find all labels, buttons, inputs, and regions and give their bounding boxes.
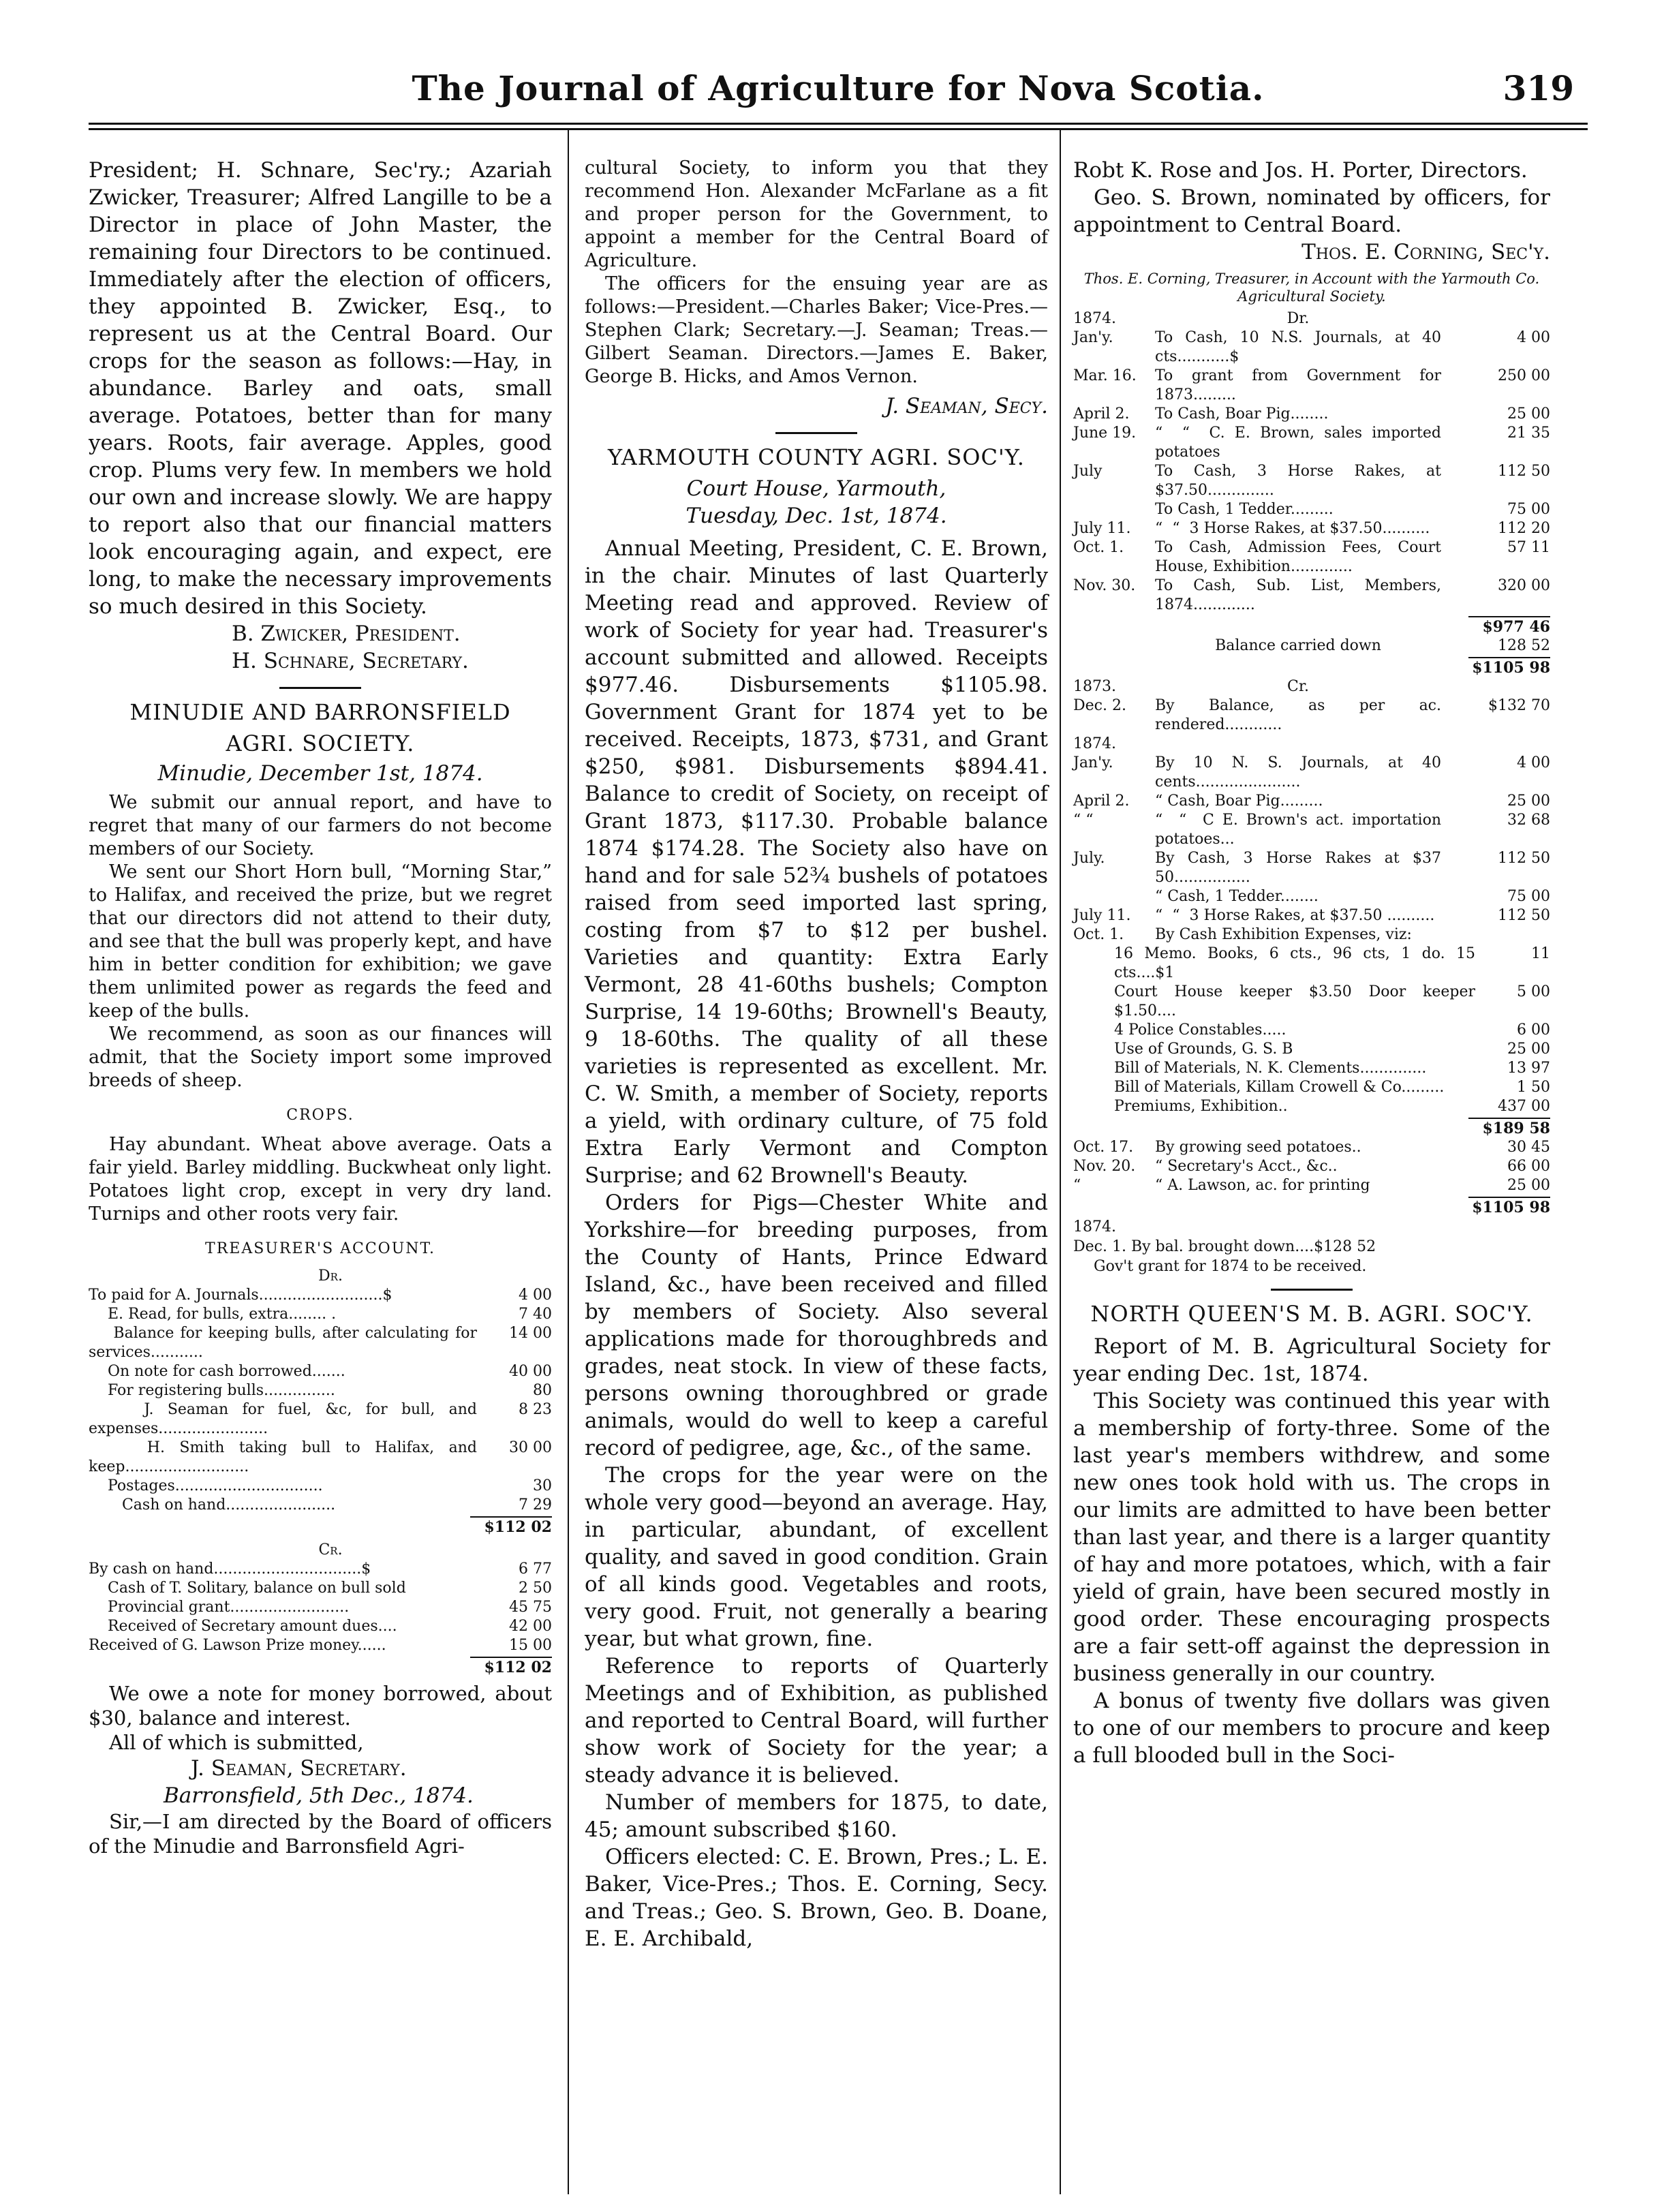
account-amount: 25 00 — [1507, 1041, 1550, 1058]
account-amount — [1441, 925, 1550, 944]
account-date: “ “ — [1073, 812, 1094, 829]
account-amount: 320 00 — [1498, 577, 1550, 594]
account-row — [1073, 462, 1550, 500]
account-row — [1073, 328, 1550, 367]
account-item: “ Cash, 1 Tedder........ — [1155, 888, 1319, 905]
account-item: Received of Secretary amount dues.... — [89, 1618, 397, 1635]
account-row — [1073, 1176, 1550, 1195]
paragraph: The crops for the year were on the whole very good—beyond an average. Hay, in particular, abundant, of excellent quality, and saved in good condition. Grain of all kinds good. Vegetables and roots, very good. Fruit, not generally a bearing year, but what grown, fine. — [585, 1463, 1048, 1651]
paragraph: We owe a note for money borrowed, about $30, balance and interest. — [89, 1682, 552, 1730]
signature: Thos. E. Corning, Sec'y. — [1301, 240, 1550, 264]
account-row — [1073, 424, 1550, 462]
account-amount: 75 00 — [1507, 501, 1550, 518]
account-date: April 2. — [1073, 405, 1130, 423]
account-item: “ “ C. E. Brown, sales imported potatoes — [1155, 425, 1446, 461]
account-row — [1114, 1059, 1550, 1078]
account-date: July 11. — [1073, 907, 1131, 924]
place-date: Barronsfield, 5th Dec., 1874. — [164, 1783, 474, 1808]
paragraph: Robt K. Rose and Jos. H. Porter, Directors. — [1073, 158, 1528, 183]
account-row — [1114, 1021, 1550, 1040]
balance-amount: 128 52 — [1498, 637, 1550, 654]
paragraph: Reference to reports of Quarterly Meetings and of Exhibition, as published and reported to Central Board, will further show work of Society for the year; a steady advance it is believed. — [585, 1654, 1048, 1787]
account-item: To Cash, 10 N.S. Journals, at 40 cts...........$ — [1155, 329, 1446, 365]
account-heading — [1073, 309, 1550, 328]
year-label: 1873. — [1073, 678, 1116, 695]
account-item: H. Smith taking bull to Halifax, and keep.......................... — [89, 1439, 482, 1475]
account-item — [1155, 735, 1441, 754]
account-amount: 8 23 — [519, 1401, 552, 1418]
paragraph: Orders for Pigs—Chester White and Yorkshire—for breeding purposes, from the County of Hants, Prince Edward Island, &c., have been received and filled by members of Society. Also several applications made for thoroughbreds and grades, neat stock. In view of these facts, persons owning thoroughbred or grade animals, would do well to keep a careful record of pedigree, age, &c., of the same. — [585, 1191, 1048, 1460]
account-item: Court House keeper $3.50 Door keeper $1.50.... — [1114, 983, 1480, 1019]
subheading-crops: CROPS. — [286, 1107, 354, 1124]
paragraph: cultural Society, to inform you that they recommend Hon. Alexander McFarlane as a fit and proper person for the Government, to appoint a member for the Central Board of Agriculture. — [585, 157, 1048, 271]
account-item: “ Secretary's Acct., &c.. — [1155, 1158, 1338, 1175]
account-row — [1114, 944, 1550, 983]
account-item: Use of Grounds, G. S. B — [1114, 1041, 1293, 1058]
account-row — [1073, 500, 1550, 519]
account-amount: 250 00 — [1498, 367, 1550, 384]
account-amount: 112 50 — [1498, 850, 1550, 867]
balance-year: 1874. — [1073, 1218, 1116, 1235]
subheading-account: TREASURER'S ACCOUNT. — [205, 1240, 435, 1257]
credit-table-continued — [1073, 1138, 1550, 1195]
account-amount: 112 50 — [1498, 463, 1550, 480]
account-row — [1073, 538, 1550, 577]
signature: B. Zwicker, President. — [232, 621, 461, 646]
credit-total: $112 02 — [484, 1659, 552, 1676]
account-amount: 112 20 — [1498, 520, 1550, 537]
paragraph: Geo. S. Brown, nominated by officers, for appointment to Central Board. — [1073, 185, 1550, 237]
year-label: 1874. — [1073, 310, 1116, 327]
page-header — [89, 68, 1588, 116]
section-rule — [1271, 1289, 1353, 1291]
account-amount: 6 00 — [1517, 1021, 1550, 1039]
paragraph: We sent our Short Horn bull, “Morning Star,” to Halifax, and received the prize, but we regret that our directors did not attend to their duty, and see that the bull was properly kept, and have him in better condition for exhibition; we gave them unlimited power as regards the feed and keep of the bulls. — [89, 861, 552, 1021]
column-divider — [1060, 129, 1061, 2194]
balance-row — [1073, 636, 1550, 656]
signature: J. Seaman, Secy. — [885, 394, 1048, 418]
paragraph: President; H. Schnare, Sec'ry.; Azariah Zwicker, Treasurer; Alfred Langille to be a Director in place of John Master, the remaining four Directors to be continued. Immediately after the election of officers, they appointed B. Zwicker, Esq., to represent us at the Central Board. Our crops for the season as follows:—Hay, in abundance. Barley and oats, small average. Potatoes, better than for many years. Roots, fair average. Apples, good crop. Plums very few. In members we hold our own and increase slowly. We are happy to report also that our financial matters look encouraging again, and expect, ere long, to make the necessary improvements so much desired in this Society. — [89, 158, 552, 619]
account-row — [1114, 983, 1550, 1021]
account-item: Bill of Materials, N. K. Clements.............. — [1114, 1060, 1427, 1077]
account-row — [1073, 367, 1550, 405]
account-item: On note for cash borrowed....... — [89, 1363, 345, 1380]
account-title: Thos. E. Corning, Treasurer, in Account with the Yarmouth Co. Agricultural Society. — [1083, 271, 1540, 305]
account-amount: 45 75 — [509, 1599, 552, 1616]
account-amount: 40 00 — [509, 1363, 552, 1380]
account-item: “ “ C E. Brown's act. importation potatoes... — [1155, 812, 1446, 848]
account-row — [1073, 849, 1550, 887]
account-item: “ A. Lawson, ac. for printing — [1155, 1177, 1370, 1194]
account-item: By Balance, as per ac. rendered............ — [1155, 697, 1446, 733]
account-item: For registering bulls............... — [89, 1382, 335, 1399]
account-item: 4 Police Constables..... — [1114, 1021, 1286, 1039]
paragraph: Hay abundant. Wheat above average. Oats a fair yield. Barley middling. Buckwheat only light. Potatoes light crop, except in very dry land. Turnips and other roots very fair. — [89, 1134, 552, 1225]
paragraph: We recommend, as soon as our finances will admit, that the Society import some improved breeds of sheep. — [89, 1024, 552, 1091]
paragraph: Officers elected: C. E. Brown, Pres.; L. E. Baker, Vice-Pres.; Thos. E. Corning, Secy. and Treas.; Geo. S. Brown, Geo. B. Doane, E. E. Archibald, — [585, 1845, 1048, 1951]
account-date: Jan'y. — [1073, 754, 1113, 771]
section-heading: AGRI. SOCIETY. — [226, 731, 415, 756]
account-item: By Cash Exhibition Expenses, viz: — [1155, 926, 1412, 943]
account-row — [89, 1362, 552, 1381]
debit-label: Dr. — [1286, 310, 1310, 327]
section-heading: MINUDIE AND BARRONSFIELD — [129, 699, 511, 725]
account-item: Provincial grant......................... — [89, 1599, 350, 1616]
account-date — [1073, 887, 1155, 906]
account-amount: 75 00 — [1507, 888, 1550, 905]
account-item: To Cash, Admission Fees, Court House, Exhibition............. — [1155, 539, 1446, 575]
account-amount: 2 50 — [519, 1580, 552, 1597]
debit-total: $1105 98 — [1472, 659, 1550, 677]
account-row — [89, 1636, 552, 1655]
account-item: Cash of T. Solitary, balance on bull sold — [89, 1580, 406, 1597]
account-amount: 4 00 — [519, 1287, 552, 1304]
journal-title: The Journal of Agriculture for Nova Scotia. — [412, 68, 1265, 108]
account-amount: 14 00 — [509, 1325, 552, 1342]
paragraph: Sir,—I am directed by the Board of officers of the Minudie and Barronsfield Agri- — [89, 1810, 552, 1858]
account-date: Oct. 17. — [1073, 1139, 1134, 1156]
account-row — [1114, 1040, 1550, 1059]
account-item: 16 Memo. Books, 6 cts., 96 cts, 1 do. 15 cts....$1 — [1114, 945, 1480, 981]
account-row — [1073, 735, 1550, 754]
account-item: To grant from Government for 1873......... — [1155, 367, 1446, 403]
dateline: Minudie, December 1st, 1874. — [157, 761, 483, 786]
account-row — [1073, 906, 1550, 925]
column-right — [1073, 157, 1550, 1769]
paragraph: We submit our annual report, and have to regret that many of our farmers do not become members of our Society. — [89, 792, 552, 859]
account-row — [1073, 696, 1550, 735]
account-item: Premiums, Exhibition.. — [1114, 1098, 1288, 1115]
account-row — [89, 1579, 552, 1598]
credit-subtotal: $189 58 — [1482, 1120, 1550, 1137]
account-item: Cash on hand....................... — [89, 1496, 336, 1514]
account-amount: 6 77 — [519, 1561, 552, 1578]
debit-label: Dr. — [318, 1268, 343, 1285]
account-item: By growing seed potatoes.. — [1155, 1139, 1361, 1156]
account-row — [1073, 405, 1550, 424]
account-item: By 10 N. S. Journals, at 40 cents...................... — [1155, 754, 1446, 790]
account-row — [89, 1305, 552, 1324]
account-item: To paid for A. Journals..........................$ — [89, 1287, 392, 1304]
account-item: “ “ 3 Horse Rakes, at $37.50 .......... — [1155, 907, 1435, 924]
dateline: Court House, Yarmouth, — [686, 476, 946, 501]
paragraph: The officers for the ensuing year are as follows:—President.—Charles Baker; Vice-Pres.—Stephen Clark; Secretary.—J. Seaman; Treas.—Gilbert Seaman. Directors.—James E. Baker, George B. Hicks, and Amos Vernon. — [585, 273, 1048, 387]
account-row — [1114, 1078, 1550, 1097]
account-item: To Cash, Boar Pig........ — [1155, 405, 1329, 423]
account-row — [1073, 887, 1550, 906]
account-row — [89, 1400, 552, 1439]
account-amount: 5 00 — [1517, 983, 1550, 1000]
account-date: Oct. 1. — [1073, 926, 1124, 943]
account-amount: 1 50 — [1517, 1079, 1550, 1096]
account-row — [1073, 811, 1550, 849]
account-amount: 25 00 — [1507, 1177, 1550, 1194]
account-date — [1073, 500, 1155, 519]
account-amount: 7 29 — [519, 1496, 552, 1514]
account-item: To Cash, 3 Horse Rakes, at $37.50.............. — [1155, 463, 1446, 499]
account-row — [1073, 792, 1550, 811]
account-amount: 30 — [533, 1477, 552, 1494]
account-date: June 19. — [1073, 425, 1137, 442]
account-amount: 7 40 — [519, 1306, 552, 1323]
account-row — [1114, 1097, 1550, 1116]
account-amount — [1441, 735, 1550, 754]
account-row — [89, 1560, 552, 1579]
paragraph: Report of M. B. Agricultural Society for year ending Dec. 1st, 1874. — [1073, 1334, 1550, 1386]
account-row — [89, 1617, 552, 1636]
credit-total: $1105 98 — [1472, 1199, 1550, 1216]
account-amount: $132 70 — [1488, 697, 1550, 714]
account-row — [89, 1286, 552, 1305]
account-amount: 4 00 — [1517, 754, 1550, 771]
account-row — [89, 1324, 552, 1362]
paragraph: Annual Meeting, President, C. E. Brown, in the chair. Minutes of last Quarterly Meeting read and approved. Review of work of Society for year had. Treasurer's account submitted and allowed. Receipts $977.46. Disbursements $1105.98. Government Grant for 1874 yet to be received. Receipts, 1873, $731, and Grant $250, $981. Disbursements $894.41. Balance to credit of Society, on receipt of Grant 1873, $117.30. Probable balance 1874 $174.28. The Society also have on hand and for sale 52¾ bushels of potatoes raised from seed imported last spring, costing from $7 to $12 per bushel. Varieties and quantity: Extra Early Vermont, 28 41-60ths bushels; Compton Surprise, 14 19-60ths; Brownell's Beauty, 9 18-60ths. The quality of all these varieties is represented as excellent. Mr. C. W. Smith, a member of Society, reports a yield, with ordinary culture, of 75 fold Extra Early Vermont and Compton Surprise; and 62 Brownell's Beauty. — [585, 536, 1048, 1188]
account-row — [1073, 1138, 1550, 1157]
account-amount: 112 50 — [1498, 907, 1550, 924]
column-middle — [585, 157, 1048, 1952]
section-rule — [279, 687, 361, 689]
section-heading: YARMOUTH COUNTY AGRI. SOC'Y. — [608, 444, 1025, 470]
account-date: Nov. 30. — [1073, 577, 1136, 594]
paragraph: This Society was continued this year with a membership of forty-three. Some of the last year's members withdrew, and some new ones took hold with us. The crops in our limits are admitted to have been better than last year, and there is a larger quantity of hay and more potatoes, which, with a fair yield of grain, have been secured mostly in good order. These encouraging prospects are a fair sett-off against the depression in business generally in our country. — [1073, 1389, 1550, 1686]
balance-line: Dec. 1. By bal. brought down....$128 52 — [1073, 1238, 1376, 1255]
account-amount: 11 — [1531, 945, 1550, 962]
paragraph: A bonus of twenty five dollars was given to one of our members to procure and keep a full blooded bull in the Soci- — [1073, 1689, 1550, 1768]
expense-subtable — [1073, 944, 1550, 1116]
account-amount: 437 00 — [1498, 1098, 1550, 1115]
column-left — [89, 157, 552, 1858]
account-amount: 21 35 — [1507, 425, 1550, 442]
account-date: Jan'y. — [1073, 329, 1113, 346]
account-row — [1073, 1157, 1550, 1176]
paragraph: All of which is submitted, — [109, 1731, 364, 1754]
account-amount: 13 97 — [1507, 1060, 1550, 1077]
debit-total: $112 02 — [484, 1518, 552, 1536]
signature: H. Schnare, Secretary. — [232, 649, 469, 673]
account-amount: 25 00 — [1507, 793, 1550, 810]
account-row — [89, 1496, 552, 1515]
account-item: J. Seaman for fuel, &c, for bull, and expenses....................... — [89, 1401, 482, 1437]
account-date: July — [1073, 463, 1103, 480]
balance-label: Balance carried down — [1215, 637, 1381, 654]
account-row — [1073, 754, 1550, 792]
account-date: July 11. — [1073, 520, 1131, 537]
credit-label: Cr. — [1287, 678, 1309, 695]
account-amount: 66 00 — [1507, 1158, 1550, 1175]
account-item: Postages............................... — [89, 1477, 323, 1494]
account-item: Balance for keeping bulls, after calculating for services........... — [89, 1325, 482, 1361]
account-amount: 25 00 — [1507, 405, 1550, 423]
account-item: Received of G. Lawson Prize money...... — [89, 1637, 386, 1654]
header-rule-thin — [89, 128, 1588, 130]
account-item: E. Read, for bulls, extra........ . — [89, 1306, 337, 1323]
debit-subtotal: $977 46 — [1482, 618, 1550, 636]
balance-note: Gov't grant for 1874 to be received. — [1094, 1258, 1367, 1275]
account-row — [1073, 519, 1550, 538]
account-row — [1073, 577, 1550, 615]
account-amount: 4 00 — [1517, 329, 1550, 346]
page-number: 319 — [1503, 68, 1574, 108]
account-date: Oct. 1. — [1073, 539, 1124, 556]
account-date: Nov. 20. — [1073, 1158, 1136, 1175]
dateline: Tuesday, Dec. 1st, 1874. — [685, 504, 947, 528]
section-heading: NORTH QUEEN'S M. B. AGRI. SOC'Y. — [1090, 1301, 1533, 1327]
account-heading — [1073, 677, 1550, 696]
credit-table — [1073, 696, 1550, 944]
account-date: 1874. — [1073, 735, 1116, 752]
account-date: Mar. 16. — [1073, 367, 1137, 384]
account-date: July. — [1073, 850, 1105, 867]
account-item: To Cash, 1 Tedder......... — [1155, 501, 1334, 518]
signature: J. Seaman, Secretary. — [191, 1756, 407, 1781]
account-amount: 30 45 — [1507, 1139, 1550, 1156]
account-item: “ “ 3 Horse Rakes, at $37.50.......... — [1155, 520, 1430, 537]
account-amount: 15 00 — [509, 1637, 552, 1654]
account-row — [89, 1381, 552, 1400]
account-amount: 42 00 — [509, 1618, 552, 1635]
account-row — [89, 1598, 552, 1617]
account-item: “ Cash, Boar Pig......... — [1155, 793, 1323, 810]
credit-table — [89, 1560, 552, 1655]
account-item: By cash on hand...............................$ — [89, 1561, 371, 1578]
account-row — [1073, 925, 1550, 944]
account-item: Bill of Materials, Killam Crowell & Co......... — [1114, 1079, 1445, 1096]
account-amount: 80 — [533, 1382, 552, 1399]
debit-table — [1073, 328, 1550, 615]
account-item: By Cash, 3 Horse Rakes at $37 50................ — [1155, 850, 1446, 886]
account-date: Dec. 2. — [1073, 697, 1126, 714]
column-divider — [568, 129, 569, 2194]
header-rule — [89, 123, 1588, 125]
account-amount: 30 00 — [509, 1439, 552, 1456]
credit-label: Cr. — [318, 1541, 343, 1558]
account-row — [89, 1477, 552, 1496]
account-amount: 32 68 — [1507, 812, 1550, 829]
account-date: “ — [1073, 1177, 1081, 1194]
account-row — [89, 1439, 552, 1477]
account-item: To Cash, Sub. List, Members, 1874............. — [1155, 577, 1446, 613]
section-rule — [775, 432, 857, 434]
account-amount: 57 11 — [1507, 539, 1550, 556]
debit-table — [89, 1286, 552, 1515]
account-date: April 2. — [1073, 793, 1130, 810]
paragraph: Number of members for 1875, to date, 45; amount subscribed $160. — [585, 1790, 1048, 1842]
